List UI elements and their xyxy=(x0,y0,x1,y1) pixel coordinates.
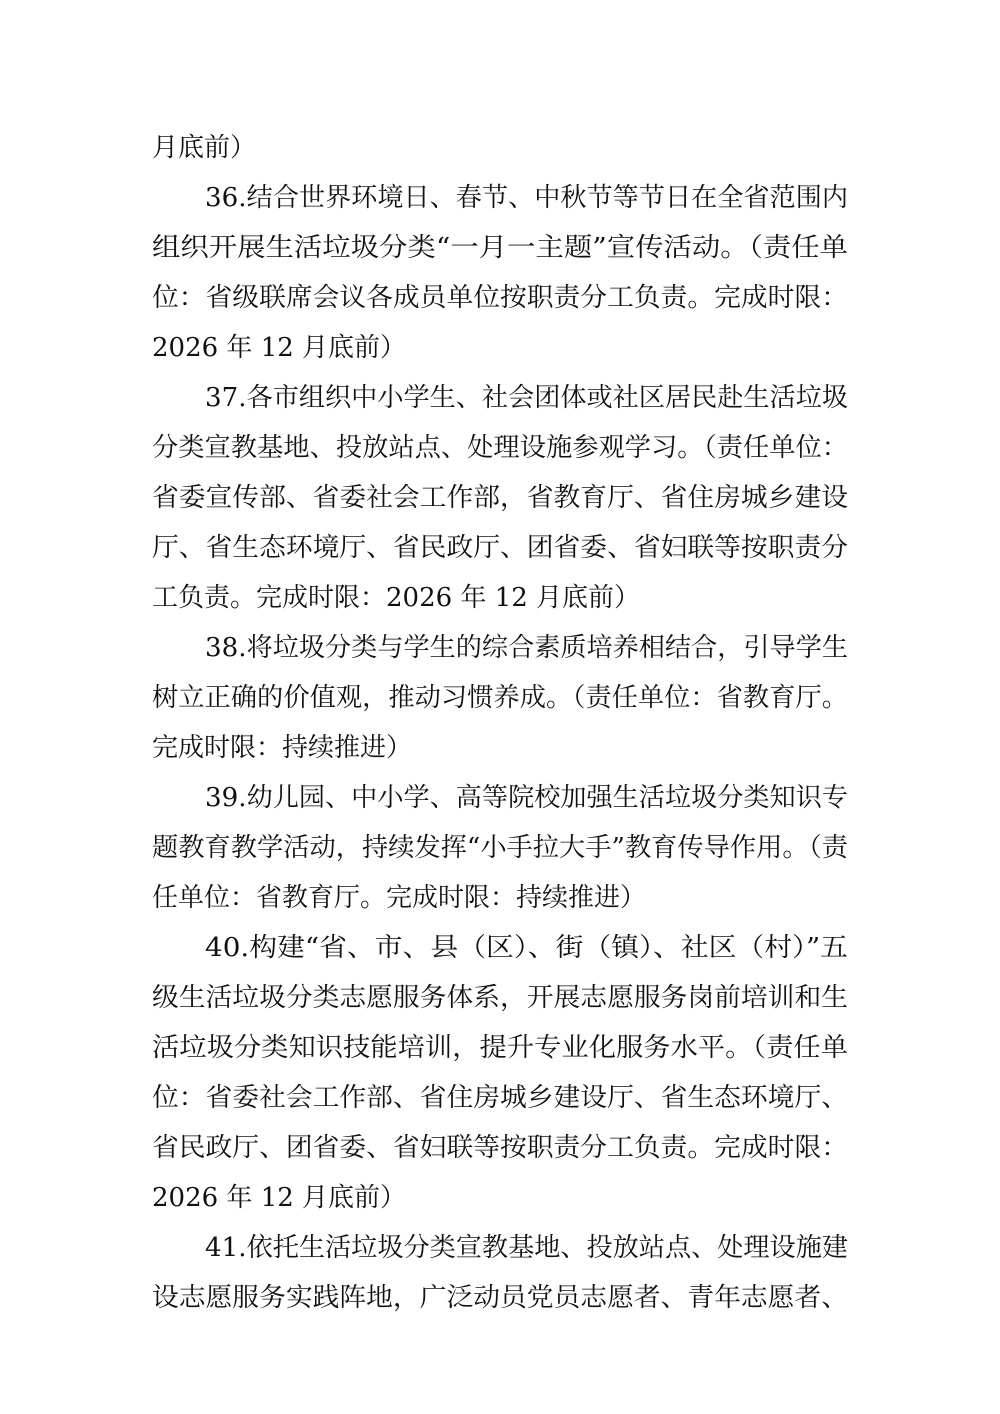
item-39-line-2: 题教育教学活动，持续发挥“小手拉大手”教育传导作用。（责 xyxy=(152,833,848,863)
item-36-line-1: 36.结合世界环境日、春节、中秋节等节日在全省范围内 xyxy=(205,183,848,213)
item-36-line-4: 2026 年 12 月底前） xyxy=(152,333,407,363)
item-40-line-4: 位：省委社会工作部、省住房城乡建设厅、省生态环境厅、 xyxy=(152,1083,848,1113)
item-37-line-4: 厅、省生态环境厅、省民政厅、团省委、省妇联等按职责分 xyxy=(152,533,848,563)
item-37-line-5: 工负责。完成时限：2026 年 12 月底前） xyxy=(152,583,641,613)
item-39-line-1: 39.幼儿园、中小学、高等院校加强生活垃圾分类知识专 xyxy=(205,783,848,813)
item-37-line-1: 37.各市组织中小学生、社会团体或社区居民赴生活垃圾 xyxy=(205,383,848,413)
item-39-line-3: 任单位：省教育厅。完成时限：持续推进） xyxy=(152,883,647,913)
item-41-line-2: 设志愿服务实践阵地，广泛动员党员志愿者、青年志愿者、 xyxy=(152,1283,848,1313)
item-37-line-2: 分类宣教基地、投放站点、处理设施参观学习。（责任单位： xyxy=(152,433,848,463)
item-38-line-1: 38.将垃圾分类与学生的综合素质培养相结合，引导学生 xyxy=(205,633,848,663)
item-40-line-2: 级生活垃圾分类志愿服务体系，开展志愿服务岗前培训和生 xyxy=(152,983,848,1013)
item-37-line-3: 省委宣传部、省委社会工作部，省教育厅、省住房城乡建设 xyxy=(152,483,848,513)
item-41-line-1: 41.依托生活垃圾分类宣教基地、投放站点、处理设施建 xyxy=(205,1233,848,1263)
item-36-line-2: 组织开展生活垃圾分类“一月一主题”宣传活动。（责任单 xyxy=(152,233,849,263)
item-40-line-6: 2026 年 12 月底前） xyxy=(152,1183,407,1213)
item-40-line-1: 40.构建“省、市、县（区）、街（镇）、社区（村）”五 xyxy=(205,933,848,963)
item-40-line-3: 活垃圾分类知识技能培训，提升专业化服务水平。（责任单 xyxy=(152,1033,848,1063)
item-38-line-3: 完成时限：持续推进） xyxy=(152,733,413,763)
item-40-line-5: 省民政厅、团省委、省妇联等按职责分工负责。完成时限： xyxy=(152,1133,848,1163)
item-38-line-2: 树立正确的价值观，推动习惯养成。（责任单位：省教育厅。 xyxy=(152,683,848,713)
item-35-tail-line-1: 月底前） xyxy=(152,133,257,163)
item-36-line-3: 位：省级联席会议各成员单位按职责分工负责。完成时限： xyxy=(152,283,848,313)
